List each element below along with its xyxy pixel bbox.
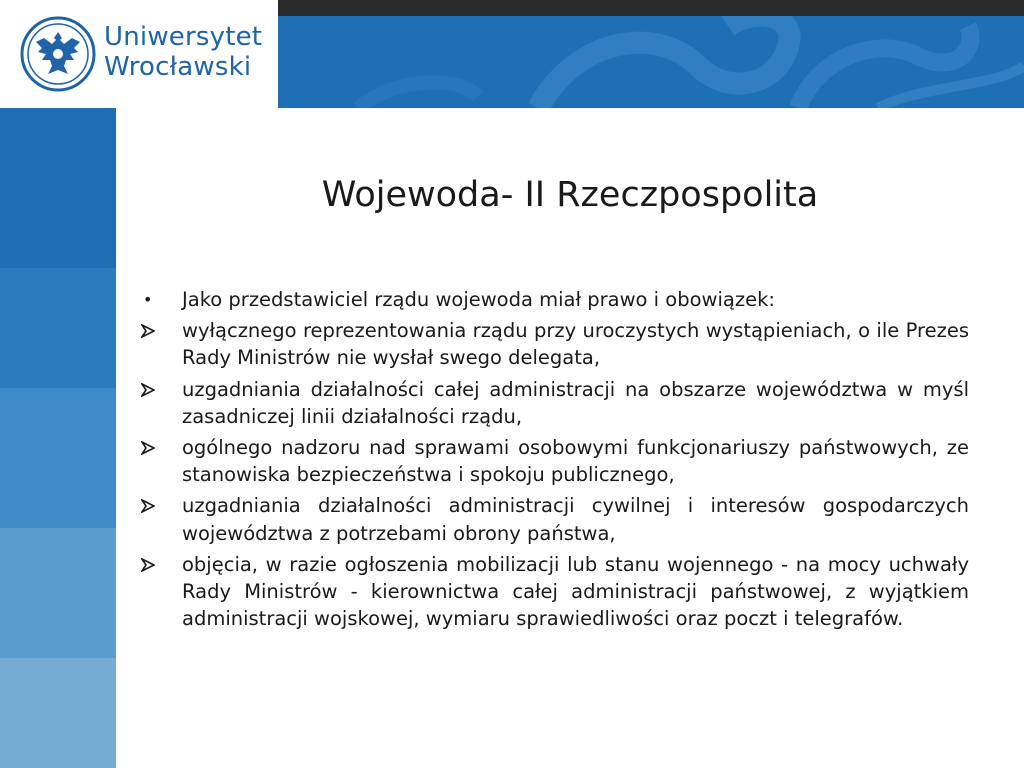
list-item-text: uzgadniania działalności całej administracji na obszarze województwa w myśl zasadniczej linii działalności rządu, xyxy=(182,377,969,428)
list-item xyxy=(141,492,969,546)
list-item xyxy=(141,434,969,488)
list-item-text: wyłącznego reprezentowania rządu przy uroczystych wystąpieniach, o ile Prezes Rady Ministrów nie wysłał swego delegata, xyxy=(182,319,969,370)
list-item xyxy=(141,317,969,371)
bullet-marker: • xyxy=(143,290,153,309)
arrow-bullet-icon xyxy=(141,551,171,579)
list-item-text: objęcia, w razie ogłoszenia mobilizacji lub stanu wojennego - na mocy uchwały Rady Ministrów - kierownictwa całej administracji państwowej, z wyjątkiem administracji wojskowej, wymiaru sprawiedliwości oraz poczt i telegrafów. xyxy=(182,552,969,631)
list-item-text: Jako przedstawiciel rządu wojewoda miał prawo i obowiązek: xyxy=(182,288,775,311)
university-name xyxy=(104,22,262,82)
university-logo[interactable] xyxy=(0,0,278,108)
arrow-bullet-icon xyxy=(141,376,171,404)
arrow-bullet-icon xyxy=(141,317,171,345)
header-dark-strip xyxy=(278,0,1024,16)
slide-title: Wojewoda- II Rzeczpospolita xyxy=(321,175,819,215)
decorative-swirl xyxy=(278,16,1024,108)
logo-line-1: Uniwersytet xyxy=(104,22,263,52)
eagle-emblem-icon xyxy=(20,16,96,92)
list-item xyxy=(141,286,969,313)
list-item-text: uzgadniania działalności administracji cywilnej i interesów gospodarczych województwa z potrzebami obrony państwa, xyxy=(182,494,969,545)
list-item-text: ogólnego nadzoru nad sprawami osobowymi funkcjonariuszy państwowych, ze stanowiska bezpieczeństwa i spokoju publicznego, xyxy=(182,436,969,487)
left-decorative-stripe xyxy=(0,108,116,768)
list-item xyxy=(141,551,969,633)
logo-line-2: Wrocławski xyxy=(104,52,252,82)
list-item xyxy=(141,376,969,430)
arrow-bullet-icon xyxy=(141,434,171,462)
slide-content xyxy=(141,286,969,636)
arrow-bullet-icon xyxy=(141,492,171,520)
